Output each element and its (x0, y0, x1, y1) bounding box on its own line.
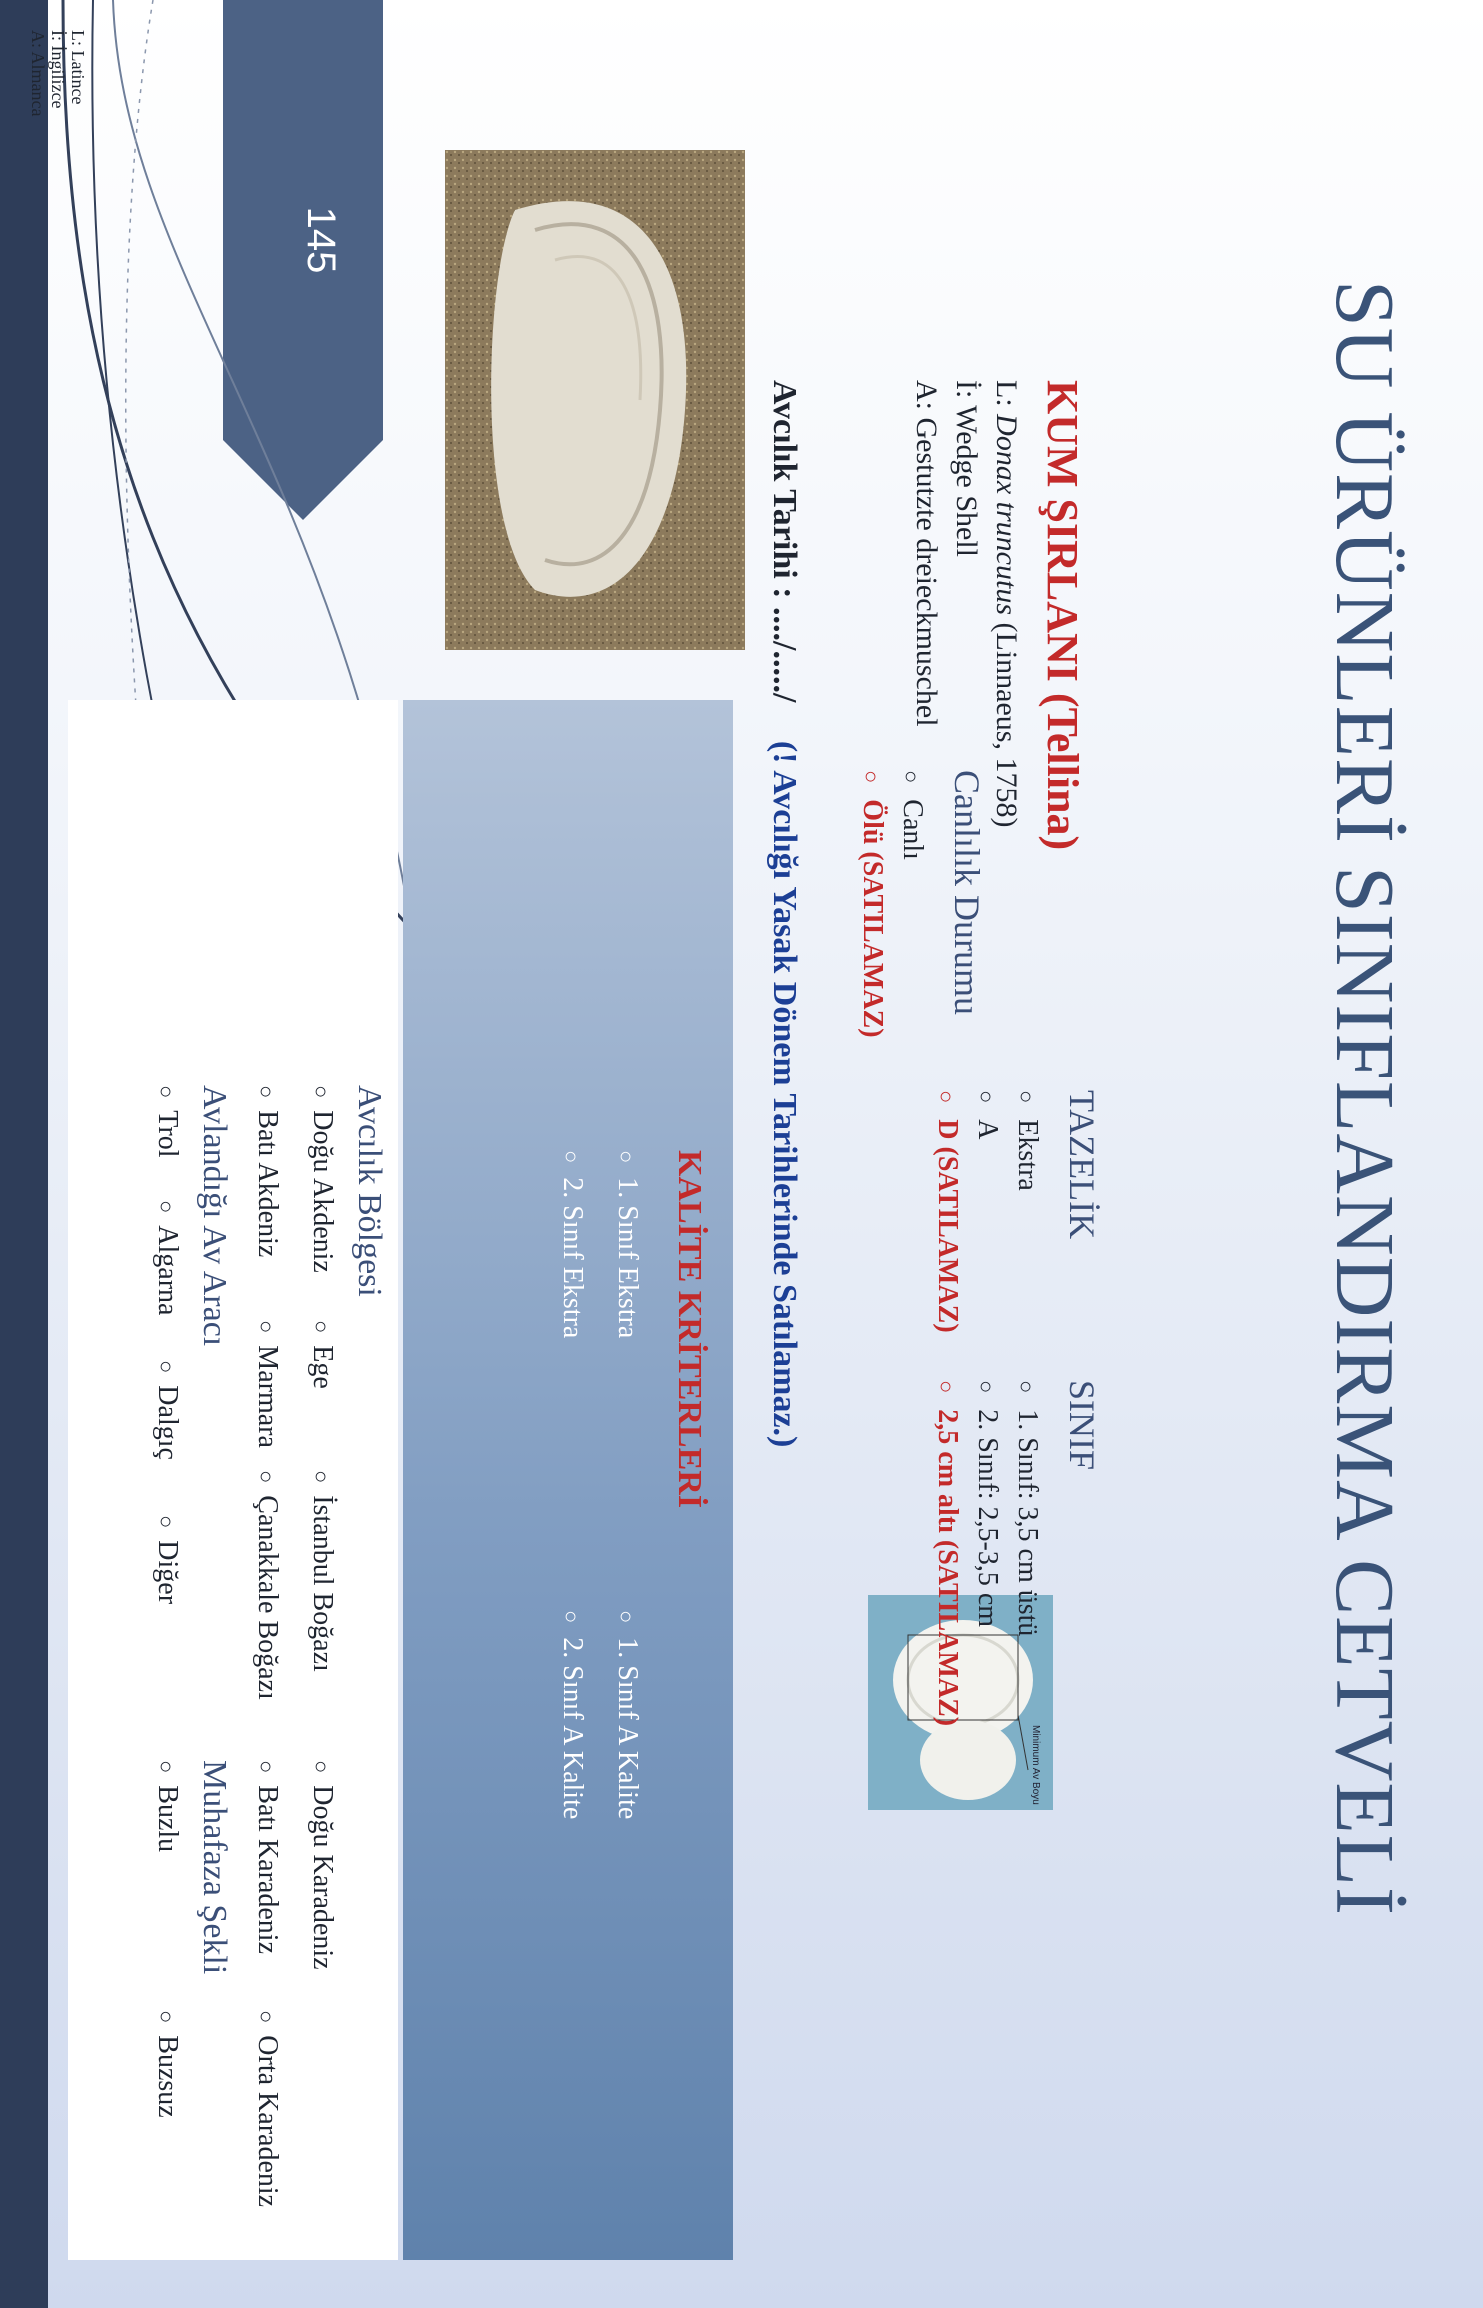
checkbox-icon: ○ (974, 1090, 999, 1104)
live-option-alive[interactable]: ○Canlı (897, 770, 928, 860)
hunt-date-line (765, 380, 803, 1447)
region-option-dardanelles[interactable]: ○Çanakkale Boğazı (252, 1470, 283, 1700)
region-heading: Avcılık Bölgesi (351, 1085, 388, 1297)
region-option-central-black[interactable]: ○Orta Karadeniz (252, 2010, 283, 2208)
checkbox-icon: ○ (614, 1150, 639, 1164)
checkbox-icon: ○ (254, 2010, 279, 2024)
region-panel (68, 700, 398, 2260)
freshness-heading: TAZELİK (1062, 1090, 1102, 1240)
legend-english: İ: İngilizce (48, 30, 68, 109)
checkbox-icon: ○ (1014, 1090, 1039, 1104)
gear-option-other[interactable]: ○Diğer (152, 1515, 183, 1605)
region-option-west-med[interactable]: ○Batı Akdeniz (252, 1085, 283, 1258)
freshness-option-d[interactable]: ○D (SATILAMAZ) (932, 1090, 963, 1333)
english-name: İ: Wedge Shell (950, 380, 983, 557)
species-name: KUM ŞIRLANI (Tellina) (1038, 380, 1087, 851)
quality-option-2-a[interactable]: ○2. Sınıf A Kalite (557, 1610, 588, 1820)
class-option-1[interactable]: ○1. Sınıf: 3,5 cm üstü (1012, 1380, 1043, 1637)
page-title: SU ÜRÜNLERİ SINIFLANDIRMA CETVELİ (1318, 280, 1411, 1916)
checkbox-icon: ○ (309, 1470, 334, 1484)
checkbox-icon: ○ (254, 1470, 279, 1484)
region-option-west-black[interactable]: ○Batı Karadeniz (252, 1760, 283, 1954)
gear-option-dredge[interactable]: ○Algarna (152, 1200, 183, 1316)
spacer (1181, 1050, 1183, 2308)
region-option-aegean[interactable]: ○Ege (307, 1320, 338, 1389)
checkbox-icon: ○ (154, 1515, 179, 1529)
gear-option-trawl[interactable]: ○Trol (152, 1085, 183, 1158)
checkbox-icon: ○ (614, 1610, 639, 1624)
class-heading: SINIF (1062, 1380, 1102, 1471)
freshness-option-a[interactable]: ○A (972, 1090, 1003, 1140)
gear-heading: Avlandığı Av Aracı (196, 1085, 233, 1347)
latin-name: Donax truncutus (990, 414, 1023, 615)
region-option-marmara[interactable]: ○Marmara (252, 1320, 283, 1448)
region-option-east-med[interactable]: ○Doğu Akdeniz (307, 1085, 338, 1273)
checkbox-icon: ○ (859, 770, 884, 784)
checkbox-icon: ○ (309, 1320, 334, 1334)
region-option-east-black[interactable]: ○Doğu Karadeniz (307, 1760, 338, 1970)
checkbox-icon: ○ (154, 2010, 179, 2024)
checkbox-icon: ○ (309, 1760, 334, 1774)
latin-prefix: L: (990, 380, 1023, 415)
gear-option-diver[interactable]: ○Dalgıç (152, 1360, 183, 1460)
hunt-date-warning: (! Avcılığı Yasak Dönem Tarihlerinde Satılamaz.) (766, 740, 803, 1448)
checkbox-icon: ○ (254, 1085, 279, 1099)
checkbox-icon: ○ (254, 1320, 279, 1334)
class-option-under[interactable]: ○2,5 cm altı (SATILAMAZ) (932, 1380, 963, 1727)
quality-option-2-extra[interactable]: ○2. Sınıf Ekstra (557, 1150, 588, 1339)
page-number: 145 (299, 206, 343, 274)
language-legend (28, 30, 88, 116)
live-option-dead[interactable]: ○Ölü (SATILAMAZ) (857, 770, 888, 1038)
checkbox-icon: ○ (559, 1610, 584, 1624)
checkbox-icon: ○ (559, 1150, 584, 1164)
latin-author: (Linnaeus, 1758) (990, 615, 1023, 828)
region-option-bosphorus[interactable]: ○İstanbul Boğazı (307, 1470, 338, 1672)
checkbox-icon: ○ (254, 1760, 279, 1774)
latin-name-line (989, 380, 1023, 827)
checkbox-icon: ○ (974, 1380, 999, 1394)
class-option-2[interactable]: ○2. Sınıf: 2,5-3,5 cm (972, 1380, 1003, 1628)
checkbox-icon: ○ (899, 770, 924, 784)
german-name: A: Gestutzte dreieckmuschel (910, 380, 943, 727)
checkbox-icon: ○ (154, 1200, 179, 1214)
freshness-option-extra[interactable]: ○Ekstra (1012, 1090, 1043, 1191)
minimum-size-label: Minimum Av Boyu (1030, 1725, 1041, 1805)
shell-photo (445, 150, 745, 650)
legend-german: A: Almanca (28, 30, 48, 117)
quality-option-1-a[interactable]: ○1. Sınıf A Kalite (612, 1610, 643, 1820)
checkbox-icon: ○ (934, 1380, 959, 1394)
preservation-option-no-ice[interactable]: ○Buzsuz (152, 2010, 183, 2118)
checkbox-icon: ○ (154, 1085, 179, 1099)
quality-heading: KALİTE KRİTERLERİ (671, 1150, 708, 1509)
hunt-date-label: Avcılık Tarihi : ..../...../ (766, 380, 803, 703)
bottom-bar (0, 0, 48, 2308)
preservation-heading: Muhafaza Şekli (196, 1760, 233, 1975)
checkbox-icon: ○ (154, 1760, 179, 1774)
checkbox-icon: ○ (309, 1085, 334, 1099)
checkbox-icon: ○ (934, 1090, 959, 1104)
checkbox-icon: ○ (1014, 1380, 1039, 1394)
live-status-heading: Canlılık Durumu (947, 770, 987, 1015)
checkbox-icon: ○ (154, 1360, 179, 1374)
quality-option-1-extra[interactable]: ○1. Sınıf Ekstra (612, 1150, 643, 1339)
preservation-option-iced[interactable]: ○Buzlu (152, 1760, 183, 1853)
legend-latin: L: Latince (68, 30, 88, 105)
